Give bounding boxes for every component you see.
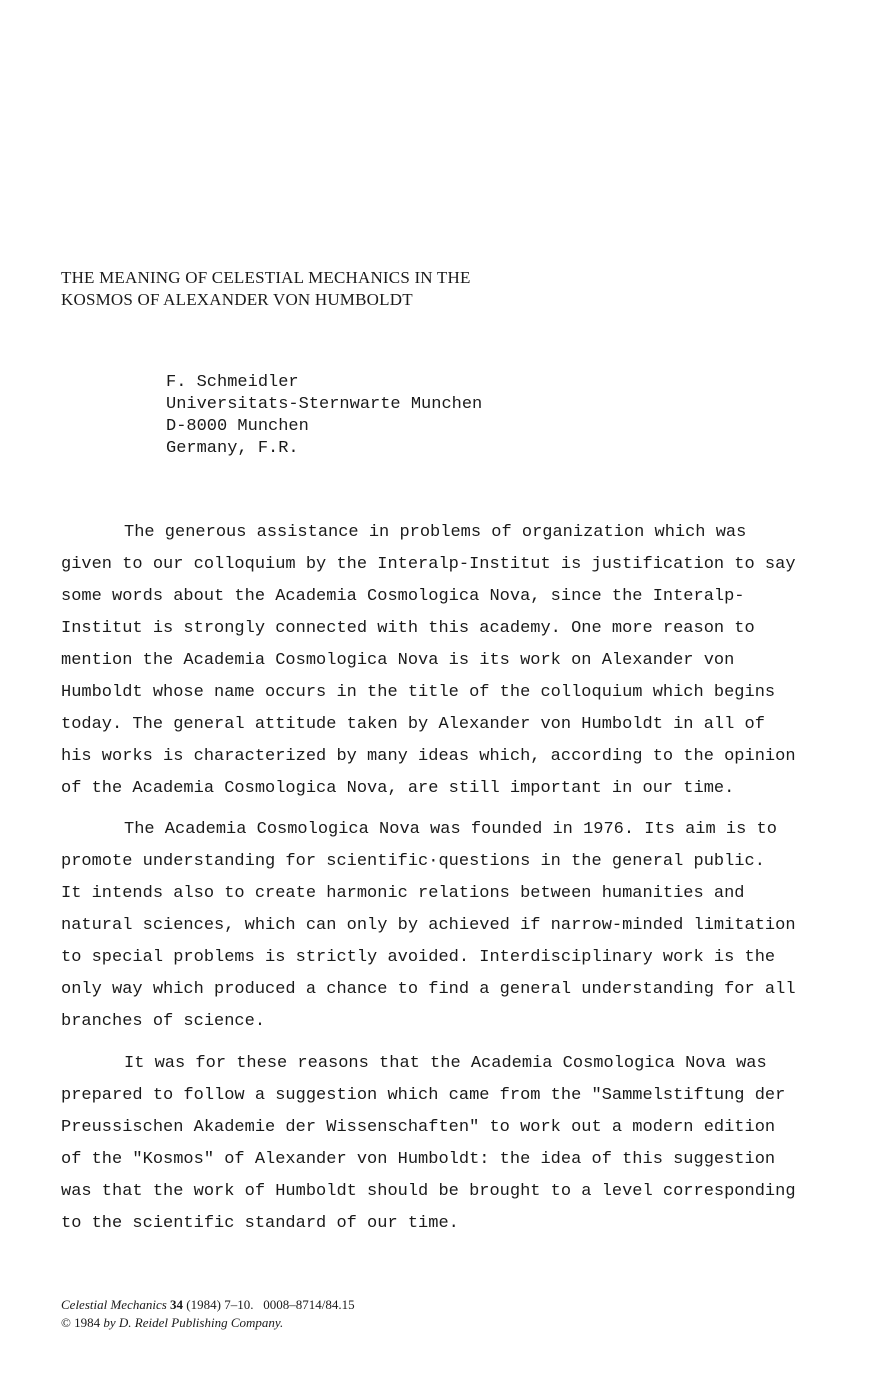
citation-line [61,1296,355,1314]
paragraph-line: promote understanding for scientific·questions in the general public. [61,852,765,871]
publisher-name: by D. Reidel Publishing Company. [103,1315,284,1330]
author-block [166,372,482,460]
paragraph-line: The generous assistance in problems of organization which was [124,523,747,542]
paragraph-line: mention the Academia Cosmologica Nova is its work on Alexander von [61,651,735,670]
copyright-icon: © [61,1315,71,1330]
journal-year-pages: (1984) 7–10. [186,1297,254,1312]
paragraph-line: prepared to follow a suggestion which came from the "Sammelstiftung der [61,1086,786,1105]
body-paragraph-1 [61,517,836,805]
author-postal: D-8000 Munchen [166,417,309,436]
paragraph-line: It was for these reasons that the Academia Cosmologica Nova was [124,1054,767,1073]
paragraph-line: was that the work of Humboldt should be brought to a level corresponding [61,1182,796,1201]
journal-volume: 34 [170,1297,184,1312]
title-line-2: KOSMOS OF ALEXANDER VON HUMBOLDT [61,290,413,309]
paragraph-line: The Academia Cosmologica Nova was founded in 1976. Its aim is to [124,820,777,839]
paragraph-line: some words about the Academia Cosmologica Nova, since the Interalp- [61,587,745,606]
paragraph-line: of the Academia Cosmologica Nova, are still important in our time. [61,779,735,798]
paragraph-line: only way which produced a chance to find a general understanding for all [61,980,796,999]
paragraph-line: today. The general attitude taken by Alexander von Humboldt in all of [61,715,765,734]
body-paragraph-2 [61,814,836,1038]
citation-footer [61,1296,355,1332]
paragraph-line: given to our colloquium by the Interalp-Institut is justification to say [61,555,796,574]
journal-code: 0008–8714/84.15 [263,1297,355,1312]
paragraph-line: Institut is strongly connected with this academy. One more reason to [61,619,755,638]
paragraph-line: of the "Kosmos" of Alexander von Humboldt: the idea of this suggestion [61,1150,776,1169]
journal-name: Celestial Mechanics [61,1297,167,1312]
paragraph-line: his works is characterized by many ideas which, according to the opinion [61,747,796,766]
author-country: Germany, F.R. [166,439,299,458]
paper-title [61,267,471,311]
body-paragraph-3 [61,1048,836,1240]
paragraph-line: Preussischen Akademie der Wissenschaften" to work out a modern edition [61,1118,776,1137]
copyright-line [61,1314,355,1332]
paragraph-line: branches of science. [61,1012,266,1031]
paragraph-line: natural sciences, which can only by achieved if narrow-minded limitation [61,916,796,935]
author-institution: Universitats-Sternwarte Munchen [166,395,483,414]
paragraph-line: to special problems is strictly avoided. Interdisciplinary work is the [61,948,776,967]
author-name: F. Schmeidler [166,373,299,392]
title-line-1: THE MEANING OF CELESTIAL MECHANICS IN THE [61,268,471,287]
paragraph-line: to the scientific standard of our time. [61,1214,459,1233]
copyright-year: 1984 [74,1315,101,1330]
paragraph-line: Humboldt whose name occurs in the title of the colloquium which begins [61,683,776,702]
paragraph-line: It intends also to create harmonic relations between humanities and [61,884,745,903]
